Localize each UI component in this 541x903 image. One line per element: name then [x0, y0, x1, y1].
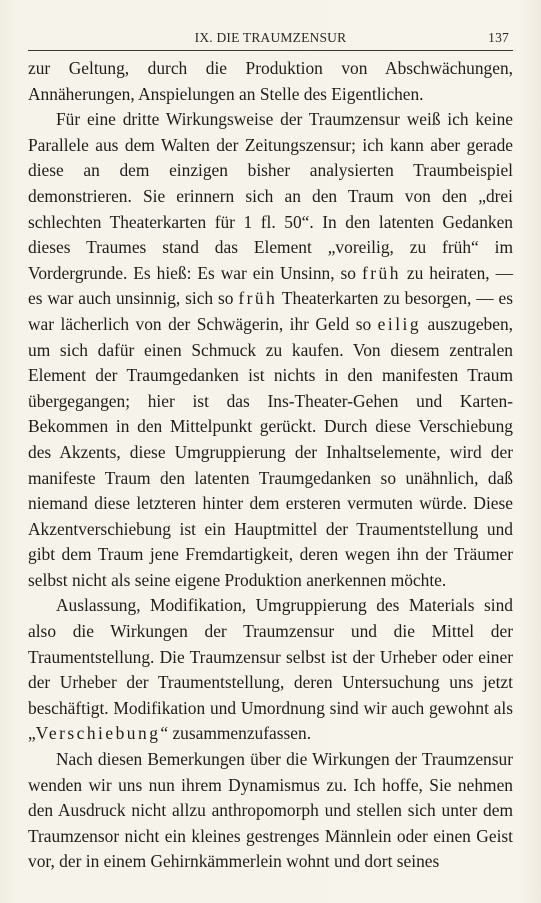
running-header	[28, 30, 513, 52]
text-run: “ zusammenzufassen.	[160, 723, 312, 744]
text-run: auszugeben, um sich dafür einen Schmuck zu kaufen. Von diesem zentralen Element der Traumgedanken ist nichts in den manifesten Traum übergegangen; hier ist das Ins-Theater-Gehen und Karten-Bekommen in den Mittelpunkt gerückt. Durch diese Verschiebung des Akzents, diese Umgruppierung der Inhaltselemente, wird der manifeste Traum den latenten Traumgedanken so unähnlich, daß niemand diese letzteren hinter dem ersteren vermuten würde. Diese Akzentverschiebung ist ein Hauptmittel der Traumentstellung und gibt dem Traum jene Fremdartigkeit, deren wegen ihn der Träumer selbst nicht als seine eigene Produktion anerkennen möchte.	[28, 313, 513, 590]
text-run: Nach diesen Bemerkungen über die Wirkungen der Traumzensur wenden wir uns nun ihrem Dynamismus zu. Ich hoffe, Sie nehmen den Ausdruck nicht allzu anthropomorph und stellen sich unter dem Traumzensor nicht ein kleines gestrenges Männlein oder einen Geist vor, der in einem Gehirnkämmerlein wohnt und dort seines	[28, 749, 513, 872]
paragraph	[28, 56, 513, 107]
chapter-title: IX. DIE TRAUMZENSUR	[194, 30, 347, 45]
body-text	[28, 56, 513, 875]
text-run: zu heiraten, — es war auch unsinnig, sich so	[28, 262, 513, 309]
text-run: zur Geltung, durch die Produktion von Abschwächungen, Annäherungen, Anspielungen an Stelle des Eigentlichen.	[28, 58, 513, 104]
text-run: Auslassung, Modifikation, Umgruppierung des Materials sind also die Wirkungen der Traumzensur und die Mittel der Traumentstellung. Die Traumzensur selbst ist der Urheber oder einer der Urheber der Traumentstellung, deren Untersuchung uns jetzt beschäftigt. Modifikation und Umordnung sind wir auch gewohnt als „	[28, 595, 513, 744]
paragraph	[28, 747, 513, 875]
emphasized-text: Verschiebung	[35, 723, 161, 744]
emphasized-text: eilig	[377, 313, 422, 334]
text-run: Theaterkarten zu besorgen, — es war lächerlich von der Schwägerin, ihr Geld so	[28, 288, 514, 334]
emphasized-text: früh	[238, 288, 278, 309]
header-rule	[28, 50, 513, 51]
paragraph	[28, 593, 513, 747]
page-number: 137	[488, 30, 509, 45]
emphasized-text: früh	[361, 262, 401, 283]
text-run: Für eine dritte Wirkungsweise der Traumzensur weiß ich keine Parallele aus dem Walten der Zeitungszensur; ich kann aber gerade diese an dem einzigen bisher analysierten Traumbeispiel demonstrieren. Sie erinnern sich an den Traum von den „drei schlechten Theaterkarten für 1 fl. 50“. In den latenten Gedanken dieses Traumes stand das Element „voreilig, zu früh“ im Vordergrunde. Es hieß: Es war ein Unsinn, so	[28, 109, 513, 283]
paragraph	[28, 107, 513, 593]
